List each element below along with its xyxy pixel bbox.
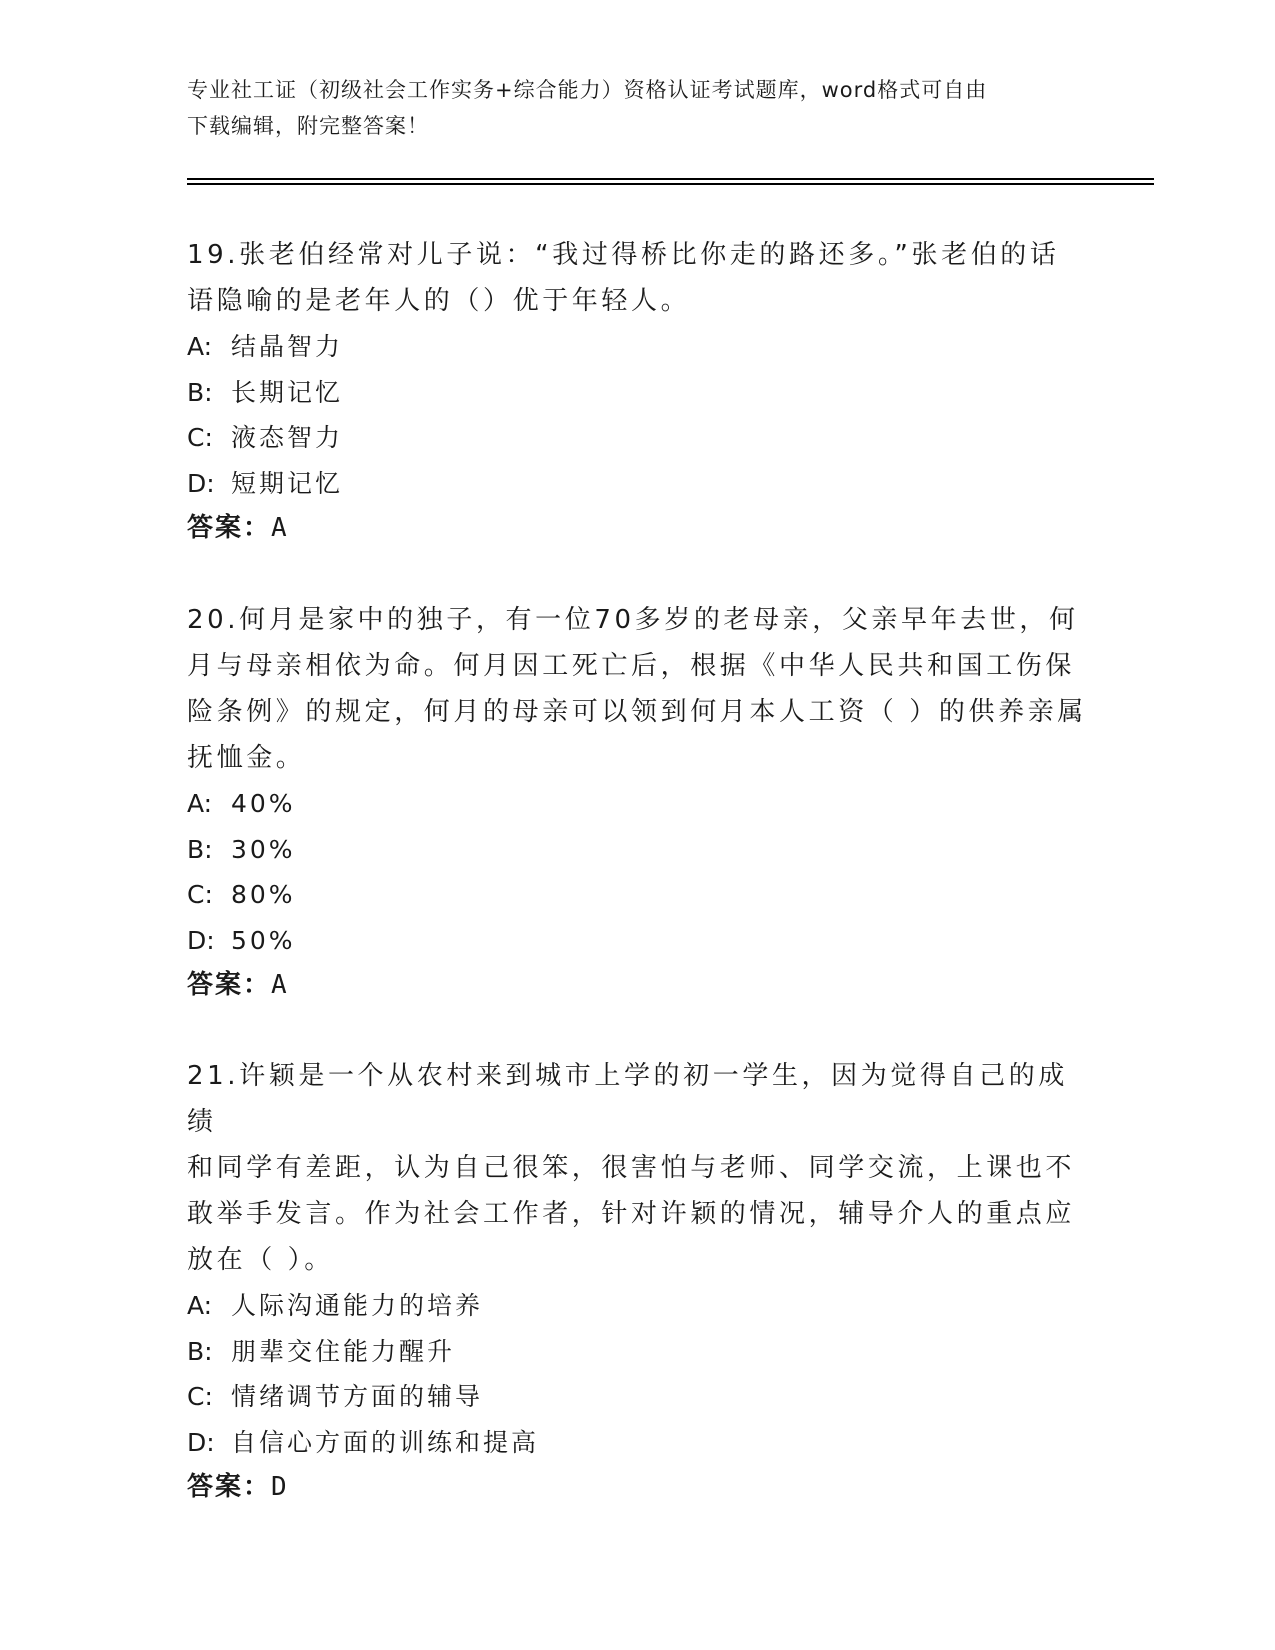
option-text: 结晶智力	[231, 332, 344, 361]
answer-value: A	[271, 970, 289, 1000]
option-d	[187, 918, 1087, 964]
question-stem-line: 21.许颖是一个从农村来到城市上学的初一学生，因为觉得自己的成绩	[187, 1061, 1068, 1137]
question-20	[187, 597, 1087, 1008]
question-19	[187, 232, 1087, 551]
option-text: 人际沟通能力的培养	[231, 1291, 484, 1320]
option-c	[187, 1374, 1087, 1420]
option-b	[187, 827, 1087, 873]
header-line-2: 下载编辑，附完整答案！	[187, 114, 429, 138]
option-b	[187, 370, 1087, 416]
option-letter: C:	[187, 1382, 213, 1411]
answer-value: D	[271, 1472, 289, 1502]
document-header	[187, 72, 1087, 144]
header-line-1: 专业社工证（初级社会工作实务+综合能力）资格认证考试题库，word格式可自由	[187, 78, 988, 102]
header-divider-bottom	[187, 183, 1154, 185]
answer-line	[187, 1465, 1087, 1510]
option-text: 液态智力	[231, 423, 344, 452]
answer-label: 答案：	[187, 970, 272, 1000]
option-a	[187, 1283, 1087, 1329]
answer-line	[187, 506, 1087, 551]
option-b	[187, 1329, 1087, 1375]
header-divider-top	[187, 178, 1154, 180]
question-stem-line: 20.何月是家中的独子，有一位70多岁的老母亲，父亲早年去世，何	[187, 605, 1079, 635]
question-stem-line: 和同学有差距，认为自己很笨，很害怕与老师、同学交流，上课也不	[187, 1153, 1076, 1183]
option-c	[187, 872, 1087, 918]
option-letter: B:	[187, 377, 213, 407]
question-stem-line: 放在（ ）。	[187, 1245, 334, 1275]
option-letter: A:	[187, 1291, 213, 1320]
question-stem-line: 19.张老伯经常对儿子说：“我过得桥比你走的路还多。”张老伯的话	[187, 240, 1060, 270]
option-text: 80%	[231, 880, 296, 909]
option-letter: B:	[187, 1336, 213, 1366]
option-letter: C:	[187, 423, 213, 452]
option-letter: D:	[187, 468, 215, 498]
answer-value: A	[271, 513, 289, 543]
question-21	[187, 1053, 1087, 1510]
question-stem-line: 抚恤金。	[187, 743, 306, 773]
question-stem-line: 敢举手发言。作为社会工作者，针对许颖的情况，辅导介人的重点应	[187, 1199, 1076, 1229]
option-letter: A:	[187, 332, 213, 361]
option-a	[187, 781, 1087, 827]
option-a	[187, 324, 1087, 370]
option-text: 朋辈交住能力醒升	[231, 1336, 456, 1366]
option-text: 40%	[231, 789, 296, 818]
question-stem-line: 月与母亲相依为命。何月因工死亡后，根据《中华人民共和国工伤保	[187, 651, 1076, 681]
option-letter: D:	[187, 925, 215, 955]
option-letter: C:	[187, 880, 213, 909]
option-text: 自信心方面的训练和提高	[231, 1427, 540, 1457]
option-d	[187, 1420, 1087, 1466]
option-letter: A:	[187, 789, 213, 818]
option-text: 50%	[231, 925, 296, 955]
option-c	[187, 415, 1087, 461]
question-stem-line: 语隐喻的是老年人的（）优于年轻人。	[187, 286, 691, 316]
option-d	[187, 461, 1087, 507]
answer-label: 答案：	[187, 1472, 272, 1502]
option-text: 长期记忆	[231, 377, 344, 407]
option-letter: D:	[187, 1427, 215, 1457]
answer-line	[187, 963, 1087, 1008]
question-stem-line: 险条例》的规定，何月的母亲可以领到何月本人工资（ ）的供养亲属	[187, 697, 1087, 727]
answer-label: 答案：	[187, 513, 272, 543]
option-text: 短期记忆	[231, 468, 344, 498]
option-text: 情绪调节方面的辅导	[231, 1382, 484, 1411]
option-letter: B:	[187, 834, 213, 864]
option-text: 30%	[231, 834, 296, 864]
